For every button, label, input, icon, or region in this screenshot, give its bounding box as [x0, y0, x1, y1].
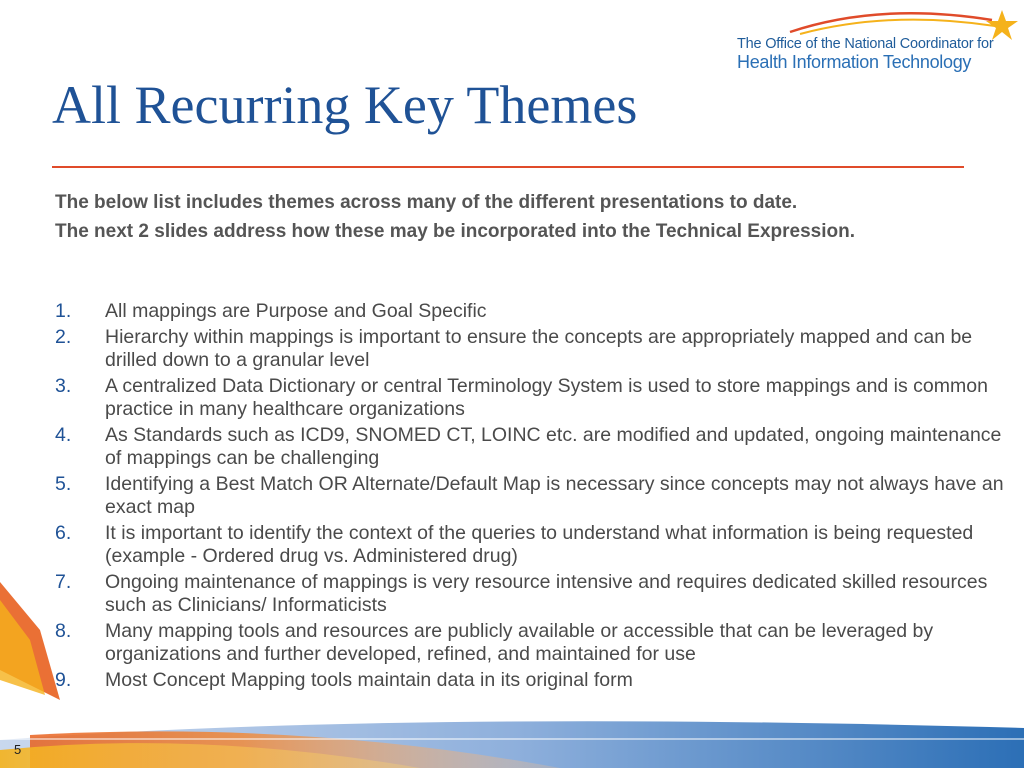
list-number: 5.	[55, 473, 72, 495]
list-number: 8.	[55, 620, 72, 642]
list-text: Ongoing maintenance of mappings is very resource intensive and requires dedicated skilled resources such as Clinicians/ Informaticists	[105, 571, 988, 616]
list-number: 6.	[55, 522, 72, 544]
logo-line-2: Health Information Technology	[737, 52, 972, 72]
intro-paragraph-2: The next 2 slides address how these may be incorporated into the Technical Expression.	[55, 221, 855, 242]
list-item	[55, 300, 1015, 323]
list-text: All mappings are Purpose and Goal Specific	[105, 300, 487, 322]
list-text: Most Concept Mapping tools maintain data in its original form	[105, 669, 633, 691]
list-number: 4.	[55, 424, 72, 446]
list-item	[55, 326, 1015, 372]
list-text: Identifying a Best Match OR Alternate/Default Map is necessary since concepts may not always have an exact map	[105, 473, 1004, 518]
list-number: 7.	[55, 571, 72, 593]
list-text: It is important to identify the context of the queries to understand what information is being requested (example - Ordered drug vs. Administered drug)	[105, 522, 974, 567]
bottom-swoosh-decoration	[0, 560, 1024, 768]
list-item	[55, 424, 1015, 470]
list-number: 2.	[55, 326, 72, 348]
logo-line-1: The Office of the National Coordinator for	[737, 36, 994, 52]
title-divider	[52, 166, 964, 168]
list-text: As Standards such as ICD9, SNOMED CT, LOINC etc. are modified and updated, ongoing maintenance of mappings can be challenging	[105, 424, 1002, 469]
list-text: Many mapping tools and resources are publicly available or accessible that can be leveraged by organizations and further developed, refined, and maintained for use	[105, 620, 934, 665]
list-number: 9.	[55, 669, 72, 691]
intro-text	[55, 191, 1005, 249]
list-number: 1.	[55, 300, 72, 322]
list-text: Hierarchy within mappings is important to ensure the concepts are appropriately mapped and can be drilled down to a granular level	[105, 326, 973, 371]
intro-paragraph-1: The below list includes themes across many of the different presentations to date.	[55, 192, 798, 213]
onc-logo	[730, 10, 1024, 80]
list-text: A centralized Data Dictionary or central Terminology System is used to store mappings and is common practice in many healthcare organizations	[105, 375, 988, 420]
list-item	[55, 473, 1015, 519]
slide-title: All Recurring Key Themes	[52, 75, 638, 135]
list-item	[55, 375, 1015, 421]
page-number: 5	[14, 742, 22, 757]
list-number: 3.	[55, 375, 72, 397]
